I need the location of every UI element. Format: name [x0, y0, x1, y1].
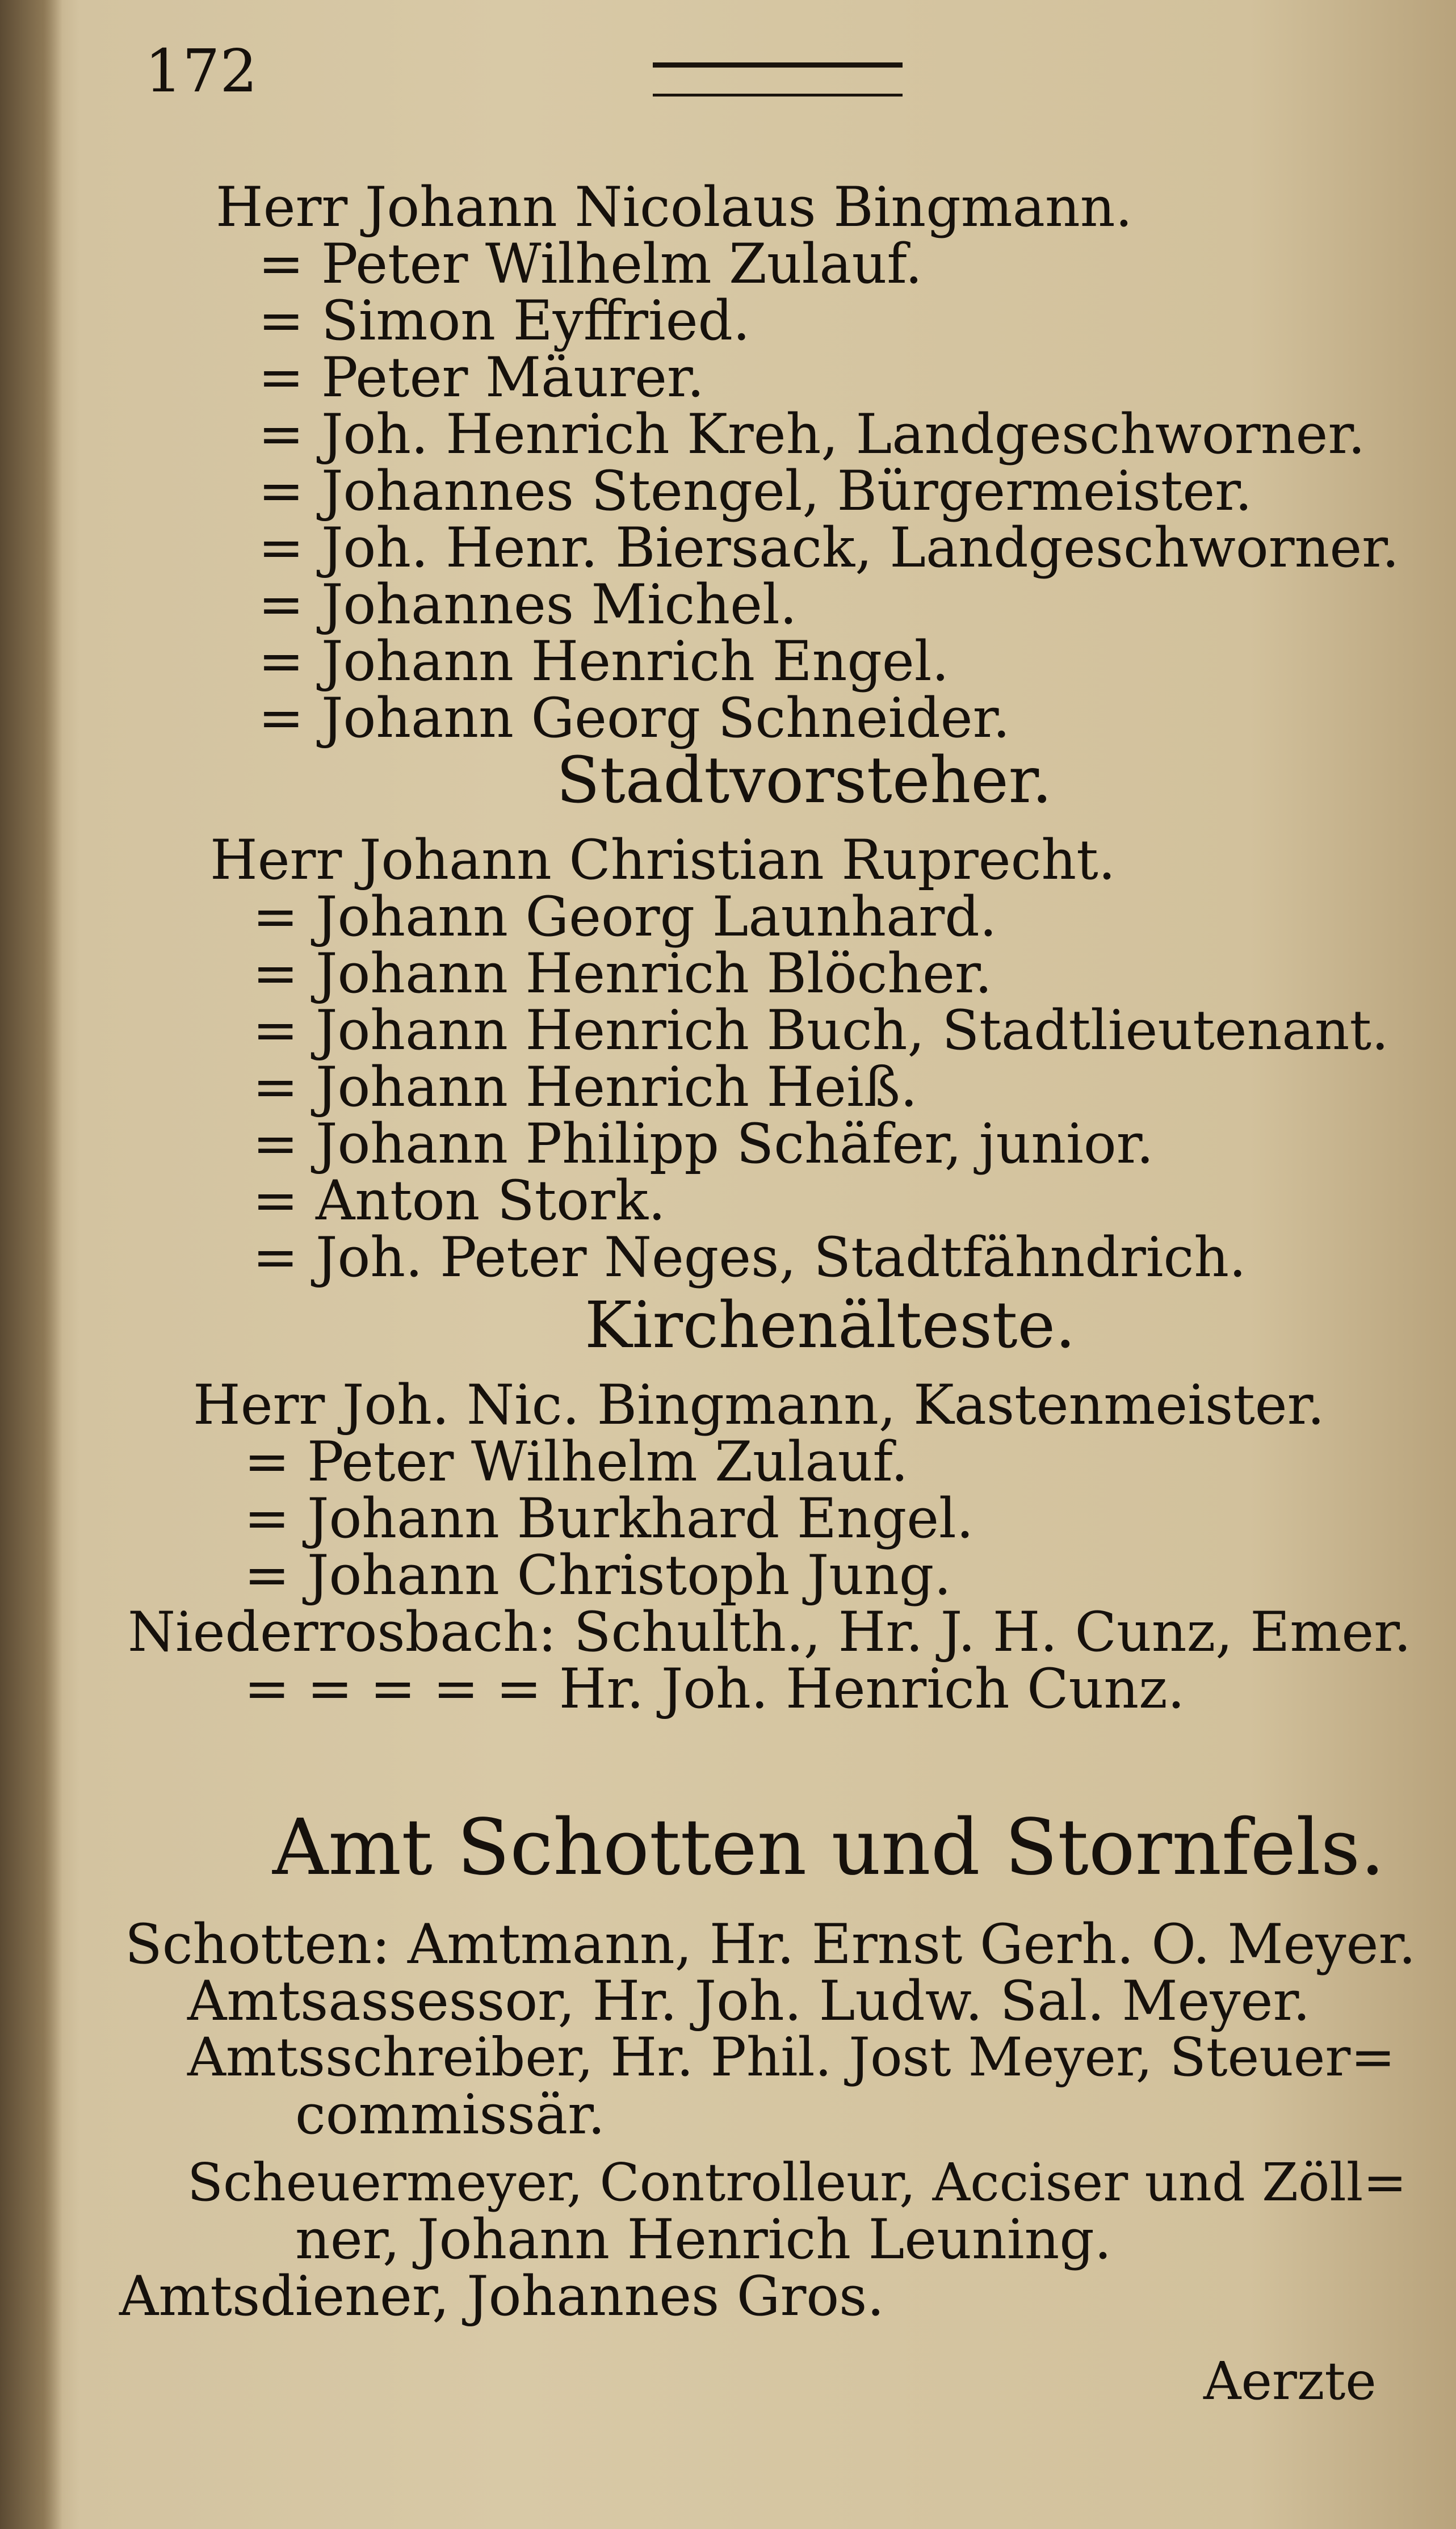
- text-line: ner, Johann Henrich Leuning.: [295, 2208, 1112, 2271]
- text-line: = Johann Christoph Jung.: [244, 1544, 951, 1607]
- text-line: Scheuermeyer, Controlleur, Acciser und Zöll=: [187, 2152, 1407, 2213]
- text-line: Amtsdiener, Johannes Gros.: [119, 2264, 884, 2328]
- text-line: Herr Joh. Nic. Bingmann, Kastenmeister.: [193, 1373, 1325, 1437]
- text-line: = Johann Georg Launhard.: [253, 885, 997, 949]
- text-line: Amtsschreiber, Hr. Phil. Jost Meyer, Steuer=: [187, 2027, 1396, 2088]
- text-line: Schotten: Amtmann, Hr. Ernst Gerh. O. Meyer.: [125, 1913, 1416, 1976]
- text-line: Herr Johann Christian Ruprecht.: [210, 828, 1116, 892]
- text-line: commissär.: [295, 2083, 605, 2146]
- text-line: = Joh. Peter Neges, Stadtfähndrich.: [253, 1226, 1247, 1289]
- page-number: 172: [145, 36, 258, 106]
- text-line: = Johann Henrich Blöcher.: [253, 942, 992, 1005]
- text-line: Herr Johann Nicolaus Bingmann.: [216, 175, 1133, 239]
- header-rule-bottom: [653, 94, 903, 97]
- text-line: Amtsassessor, Hr. Joh. Ludw. Sal. Meyer.: [187, 1969, 1311, 2033]
- text-line: = Anton Stork.: [253, 1169, 666, 1232]
- text-line: = Peter Mäurer.: [258, 346, 704, 409]
- page-gutter: [0, 0, 62, 2529]
- text-line: = Johann Henrich Engel.: [258, 630, 949, 693]
- text-line: = Johann Philipp Schäfer, junior.: [253, 1112, 1154, 1176]
- text-line: = Peter Wilhelm Zulauf.: [244, 1430, 909, 1494]
- header-rule-top: [653, 62, 903, 68]
- text-line: = Johann Georg Schneider.: [258, 686, 1010, 750]
- district-heading: Amt Schotten und Stornfels.: [272, 1803, 1385, 1893]
- text-line: = Johannes Stengel, Bürgermeister.: [258, 459, 1253, 523]
- text-line: = Peter Wilhelm Zulauf.: [258, 232, 923, 296]
- text-line: = = = = = Hr. Joh. Henrich Cunz.: [244, 1657, 1185, 1721]
- text-line: = Johann Henrich Heiß.: [253, 1055, 918, 1119]
- text-line: = Johann Burkhard Engel.: [244, 1487, 974, 1550]
- text-line: = Johann Henrich Buch, Stadtlieutenant.: [253, 999, 1389, 1062]
- section-heading: Stadtvorsteher.: [556, 744, 1052, 817]
- text-line: = Johannes Michel.: [258, 573, 798, 636]
- catchword: Aerzte: [1203, 2351, 1377, 2411]
- text-line: = Joh. Henr. Biersack, Landgeschworner.: [258, 516, 1399, 580]
- text-line: = Joh. Henrich Kreh, Landgeschworner.: [258, 402, 1366, 466]
- section-heading: Kirchenälteste.: [585, 1289, 1076, 1362]
- text-line: Niederrosbach: Schulth., Hr. J. H. Cunz, Emer.: [128, 1600, 1412, 1664]
- text-line: = Simon Eyffried.: [258, 289, 750, 353]
